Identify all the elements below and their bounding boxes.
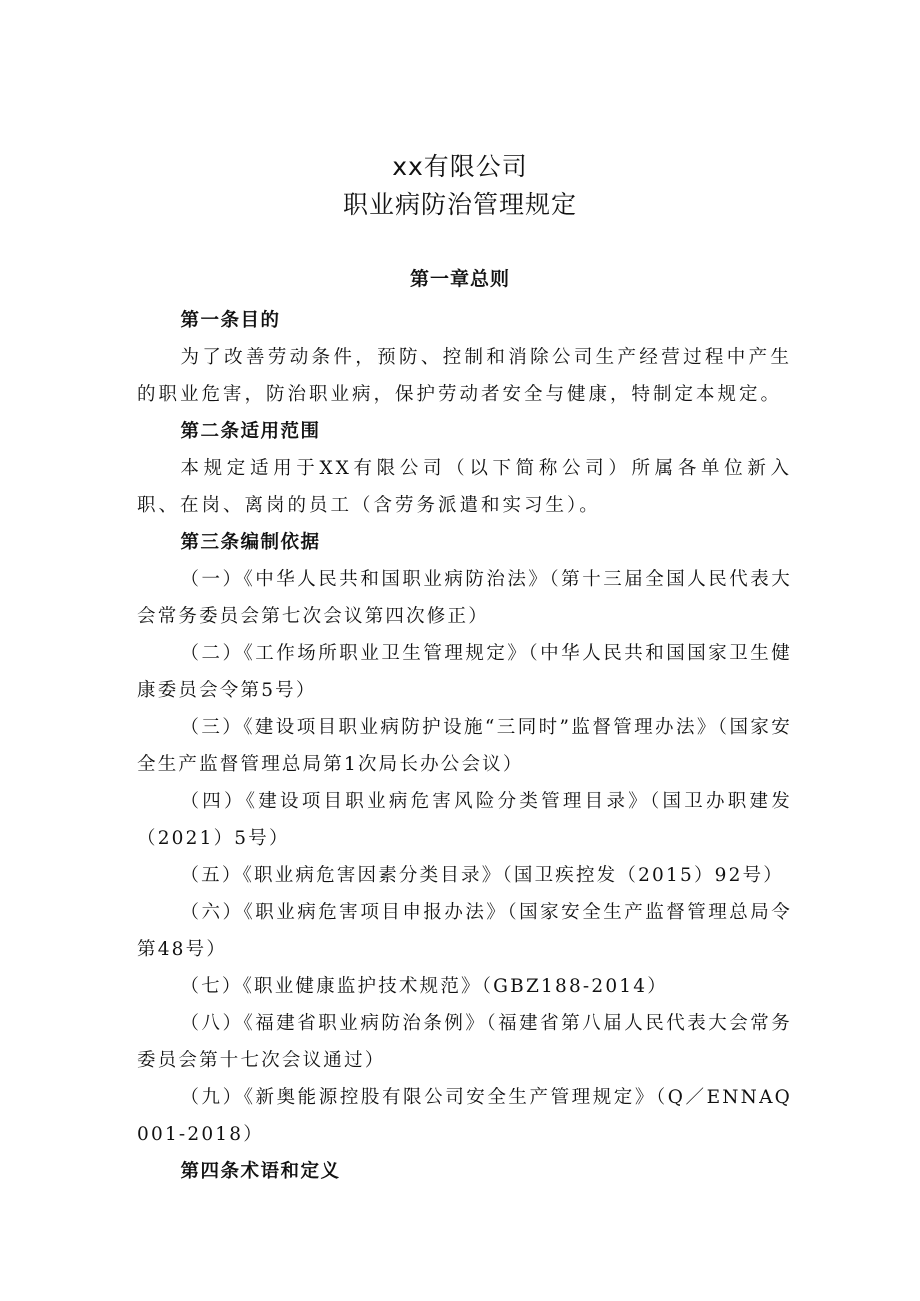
reference-item: （八）《福建省职业病防治条例》（福建省第八届人民代表大会常务委员会第十七次会议通过） xyxy=(137,1013,792,1071)
section-paragraph: 为了改善劳动条件，预防、控制和消除公司生产经营过程中产生的职业危害，防治职业病，保护劳动者安全与健康，特制定本规定。 xyxy=(137,347,792,405)
section-heading-basis: 第三条编制依据 xyxy=(180,532,321,553)
section-heading-purpose: 第一条目的 xyxy=(180,310,281,331)
document-body xyxy=(137,302,792,1190)
reference-item: （一）《中华人民共和国职业病防治法》（第十三届全国人民代表大会常务委员会第七次会议第四次修正） xyxy=(137,569,792,627)
reference-item: （六）《职业病危害项目申报办法》（国家安全生产监督管理总局令第48号） xyxy=(137,902,792,960)
company-name: xx有限公司 xyxy=(392,152,528,181)
reference-item: （五）《职业病危害因素分类目录》（国卫疾控发（2015）92号） xyxy=(180,865,784,886)
regulation-title: 职业病防治管理规定 xyxy=(342,190,577,219)
section-heading-scope: 第二条适用范围 xyxy=(180,421,321,442)
reference-item: （三）《建设项目职业病防护设施“三同时”监督管理办法》（国家安全生产监督管理总局第1次局长办公会议） xyxy=(137,717,792,775)
reference-item: （四）《建设项目职业病危害风险分类管理目录》（国卫办职建发（2021）5号） xyxy=(137,791,792,849)
reference-item: （二）《工作场所职业卫生管理规定》（中华人民共和国国家卫生健康委员会令第5号） xyxy=(137,643,792,701)
chapter-title: 第一章总则 xyxy=(409,268,510,290)
document-title xyxy=(0,148,920,224)
reference-item: （七）《职业健康监护技术规范》（GBZ188-2014） xyxy=(180,976,668,997)
section-paragraph: 本规定适用于XX有限公司（以下简称公司）所属各单位新入职、在岗、离岗的员工（含劳务派遣和实习生）。 xyxy=(137,458,792,516)
reference-item: （九）《新奥能源控股有限公司安全生产管理规定》（Q／ENNAQ001-2018） xyxy=(137,1087,792,1145)
section-heading-terms: 第四条术语和定义 xyxy=(180,1161,341,1182)
